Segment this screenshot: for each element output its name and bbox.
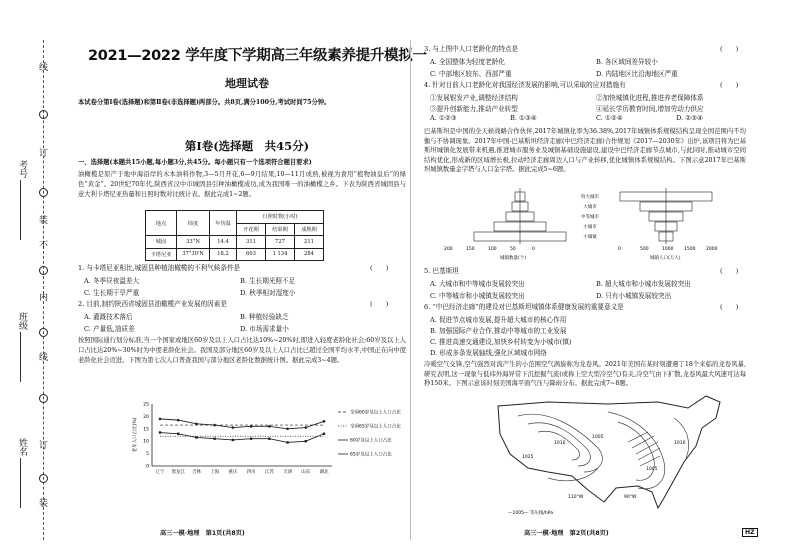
pyramid-level-label: 小城镇 xyxy=(583,235,597,240)
data-point xyxy=(286,441,288,443)
q4-option-c[interactable]: C. ①②④ xyxy=(596,114,623,122)
pyramid-tick: 1000 xyxy=(662,247,674,252)
binding-circle xyxy=(39,188,48,197)
y-tick-label: 25 xyxy=(143,402,149,408)
paper-tag: HZ xyxy=(742,528,758,537)
table-header: 年均温 xyxy=(210,211,237,236)
data-point xyxy=(232,426,235,429)
longitude-label: 110°W xyxy=(568,495,584,500)
table-header: 日照时数(小时) xyxy=(237,211,324,224)
answer-bracket[interactable]: ( ) xyxy=(720,45,739,53)
data-point xyxy=(305,440,307,442)
table-cell: 284 xyxy=(295,248,324,261)
exam-title: 2021—2022 学年度下学期高三年级素养提升模拟一 xyxy=(88,48,427,64)
class-label: 班级 xyxy=(17,312,27,330)
data-point xyxy=(177,419,180,422)
q5-option-b[interactable]: B. 超大城市和小城市发展较突出 xyxy=(596,280,691,288)
table-cell: 727 xyxy=(266,236,295,249)
x-tick-label: 黑龙江 xyxy=(171,470,185,475)
legend-label: 60岁及以上人口占比 xyxy=(350,438,392,444)
pyramid-tick: 0 xyxy=(618,247,621,252)
data-point xyxy=(323,420,326,423)
q2-option-a[interactable]: A. 灌溉技术落后 xyxy=(84,313,133,321)
answer-bracket[interactable]: ( ) xyxy=(720,267,739,275)
q1-option-a[interactable]: A. 冬季昼夜温差大 xyxy=(84,277,140,285)
y-axis-label: 老年人口占比(%) xyxy=(133,417,138,453)
table-header: 地点 xyxy=(146,211,177,236)
passage-1: 油橄榄是原产于地中海沿岸的木本油料作物,3—5月开花,6—9月结果,10—11月成熟,被视为食用“植物油皇后”的绿色“黄金”。20世纪70年代,陕西省汉中市城固县引种油橄榄成功,成为我国唯一的油橄榄之乡。下表为陕西省城固县与意大利卡塔尼亚热量和日照时数对比统计表。据此完成1~2题。 xyxy=(78,171,406,198)
x-tick-label: 四川 xyxy=(246,470,256,475)
binding-label: 线 xyxy=(37,352,47,361)
usa-pressure-map xyxy=(488,388,738,518)
pyramid-level-label: 小城市 xyxy=(583,225,597,230)
q3-option-a[interactable]: A. 全国整体为轻度老龄化 xyxy=(430,58,505,66)
data-point xyxy=(195,436,197,438)
pyramid-tick: 100 xyxy=(488,247,497,252)
q4-item-4: ④延长学历教育时间,增加劳动力供应 xyxy=(596,105,704,113)
name-line[interactable] xyxy=(20,458,21,508)
q4-item-3: ③提升创新能力,推动产业转型 xyxy=(430,105,518,113)
isobar-label: 1025 xyxy=(522,455,534,460)
binding-label: 装 xyxy=(37,498,47,507)
binding-label: 订 xyxy=(37,440,47,449)
x-tick-label: 辽宁 xyxy=(155,470,165,475)
binding-circle xyxy=(39,266,48,275)
q1-option-d[interactable]: D. 秋季相对湿度小 xyxy=(240,289,296,297)
binding-label: 线 xyxy=(37,62,47,71)
name-label: 姓名 xyxy=(17,438,27,456)
pyramid-tick: 0 xyxy=(532,247,535,252)
exam-no-label: 考号 xyxy=(17,160,27,178)
pyramid-level-label: 特大城市 xyxy=(581,195,599,200)
part1-instruction: 一、选择题(本题共15小题,每小题3分,共45分。每小题只有一个选项符合题目要求) xyxy=(78,159,312,166)
longitude-label: 90°W xyxy=(624,495,637,500)
pyramid-tick: 200 xyxy=(444,247,453,252)
q6-option-b[interactable]: B. 加强国际产业合作,推动中等城市的工业发展 xyxy=(430,327,567,335)
q4-item-2: ②加快城镇化进程,推进养老保障体系 xyxy=(596,94,704,102)
pyramid-level-label: 大城市 xyxy=(583,205,597,210)
exam-subtitle: 地理试卷 xyxy=(225,77,269,90)
answer-bracket[interactable]: ( ) xyxy=(720,81,739,89)
legend-label: 全国65岁及以上人口占比 xyxy=(350,424,401,430)
q1-option-b[interactable]: B. 生长期光照不足 xyxy=(240,277,296,285)
q2-stem: 2. 目前,制约陕西省城固县油橄榄产业发展的因素是 xyxy=(78,300,227,308)
table-cell: 603 xyxy=(237,248,266,261)
table-cell: 211 xyxy=(295,236,324,249)
footer-left: 高三一模·地理 第1页(共8页) xyxy=(160,530,245,537)
q1-stem: 1. 与卡塔尼亚相比,城固县种植油橄榄的不利气候条件是 xyxy=(78,264,241,272)
table-cell: 卡塔尼亚 xyxy=(146,248,177,261)
isobars xyxy=(518,412,689,489)
answer-bracket[interactable]: ( ) xyxy=(370,264,389,272)
q5-option-a[interactable]: A. 大城市和中等城市发展较突出 xyxy=(430,280,525,288)
table-cell: 14.4 xyxy=(210,236,237,249)
passage-2: 按照国际通行划分标准,当一个国家或地区60岁及以上人口占比达10%~20%时,即进入轻度老龄化社会;60岁及以上人口占比达20%~30%时为中度老龄化社会。我国及部分地区60岁及以上人口占比已超过全国平均水平,中国正在向中度老龄化社会迈进。下图为第七次人口普查我国与部分地区老龄化数据统计图。据此完成3~4题。 xyxy=(78,337,406,364)
y-tick-label: 10 xyxy=(143,439,149,445)
rain-hatch xyxy=(628,432,660,466)
table-cell: 18.2 xyxy=(210,248,237,261)
answer-bracket[interactable]: ( ) xyxy=(370,300,389,308)
class-line[interactable] xyxy=(20,332,21,382)
pyramid-tick: 2000 xyxy=(706,247,718,252)
table-row xyxy=(146,248,324,261)
data-point xyxy=(323,433,325,435)
pyramid-right-label: 城镇人口(万人) xyxy=(650,256,681,261)
data-point xyxy=(232,439,234,441)
legend-label: 全国60岁及以上人口占比 xyxy=(350,410,401,416)
q3-option-c[interactable]: C. 中部地区较东、西部严重 xyxy=(430,70,512,78)
data-point xyxy=(213,438,215,440)
exam-notice: 本试卷分第Ⅰ卷(选择题)和第Ⅱ卷(非选择题)两部分。共8页,满分100分,考试时间75分钟。 xyxy=(78,99,331,106)
data-point xyxy=(159,431,161,433)
q6-option-c[interactable]: C. 推进高速交通建设,加快乡村转变为小城市(镇) xyxy=(430,338,572,346)
exam-no-line[interactable] xyxy=(20,180,21,240)
x-tick-label: 江苏 xyxy=(264,470,274,475)
table-cell: 37°30′N xyxy=(177,248,210,261)
q6-option-d[interactable]: D. 形成多条发展轴线,强化区域城市网络 xyxy=(430,349,547,357)
x-tick-label: 上海 xyxy=(210,470,220,475)
passage-3: 巴基斯坦是中国的全天候战略合作伙伴,2017年城镇化率为36.38%,2017年城镇体系规模结构呈现全国范围内不均衡与不协调现象。2017年中国-巴基斯坦经济走廊(中巴经济走廊)合作规划《2017—2030年》出炉,该项目将为巴基斯坦城镇化发展带来机遇,推进城市服务业及城镇基础设施建设,建设中巴经济走廊节点城市,与此同时,推动城市空间结构优化,形成新的区域增长极,拉动经济走廊周边人口与产业转移,优化城镇体系规模结构。下图示意2017年巴基斯坦城镇数量金字塔与人口金字塔。据此完成5~6题。 xyxy=(424,128,746,174)
data-point xyxy=(286,428,289,431)
q4-item-1: ①发展银发产业,调整经济结构 xyxy=(430,94,518,102)
binding-label: 装 xyxy=(37,215,47,224)
isobar-label: 1005 xyxy=(592,435,604,440)
usa-outline xyxy=(498,396,720,508)
pyramid-tick: 50 xyxy=(510,247,516,252)
series-line xyxy=(160,433,324,443)
y-tick-label: 5 xyxy=(146,452,149,458)
x-tick-label: 重庆 xyxy=(228,470,238,475)
pyramid-tick: 150 xyxy=(466,247,475,252)
x-tick-label: 山东 xyxy=(301,470,311,475)
binding-circle xyxy=(39,394,48,403)
binding-circle xyxy=(39,474,48,483)
q6-option-a[interactable]: A. 促进节点城市发展,提升超大城市的核心作用 xyxy=(430,316,567,324)
q5-stem: 5. 巴基斯坦 xyxy=(424,267,459,275)
table-header: 纬度 xyxy=(177,211,210,236)
q3-stem: 3. 与上图中人口老龄化的特点是 xyxy=(424,45,519,53)
isobar-label: 1005 xyxy=(646,467,658,472)
table-cell: 城固 xyxy=(146,236,177,249)
binding-label: 内 xyxy=(37,292,47,301)
q2-option-d[interactable]: D. 市场需求量小 xyxy=(240,325,289,333)
binding-circle xyxy=(39,110,48,119)
data-table xyxy=(145,210,324,261)
q2-option-c[interactable]: C. 产量低,油质差 xyxy=(84,325,135,333)
isobar-label: 1010 xyxy=(674,441,686,446)
q4-option-d[interactable]: D. ②③④ xyxy=(676,114,703,122)
passage-4: 冷暖空气交锋,空气强烈对流产生的小范围空气涡旋称为龙卷风。2021年美国在某时刻遭遇了18个来临的龙卷风暴,研究表明,这一现象与低纬外海异常下沉挖掘气流(或称上空大型冷空气)有关,冷空气由下扩散,龙卷风最大风速可达每秒150米。下图示意该时刻美国海平面气压与降雨分布。据此完成7~8题。 xyxy=(424,361,746,388)
series-line xyxy=(160,419,324,429)
answer-bracket[interactable]: ( ) xyxy=(720,303,739,311)
table-cell: 311 xyxy=(237,236,266,249)
x-tick-label: 吉林 xyxy=(191,470,201,475)
y-tick-label: 15 xyxy=(143,427,149,433)
footer-right: 高三一模·地理 第2页(共8页) xyxy=(524,530,609,537)
q4-stem: 4. 针对目前人口老龄化对我国经济发展的影响,可以采取的应对措施有 xyxy=(424,81,626,89)
map-legend: —1005— 等压线/hPa xyxy=(508,511,554,516)
q4-option-b[interactable]: B. ①③④ xyxy=(510,114,537,122)
pyramid-tick: 500 xyxy=(640,247,649,252)
q3-option-b[interactable]: B. 各区域间差异较小 xyxy=(596,58,658,66)
data-point xyxy=(159,418,162,421)
pyramid-level-label: 中等城市 xyxy=(581,215,599,220)
binding-strip xyxy=(0,0,66,554)
binding-label: 订 xyxy=(37,148,47,157)
pyramid-left-label: 城镇数量(个) xyxy=(500,256,527,261)
table-cell: 33°N xyxy=(177,236,210,249)
isobar-label: 1010 xyxy=(554,441,566,446)
q5-option-d[interactable]: D. 只有小城镇发展较突出 xyxy=(596,292,672,300)
binding-circle xyxy=(39,328,48,337)
q6-stem: 6. “中巴经济走廊”的建设对巴基斯坦城镇体系健康发展的重要意义是 xyxy=(424,303,624,311)
city-pyramid-chart xyxy=(440,186,740,264)
data-point xyxy=(250,438,252,440)
q1-option-c[interactable]: C. 生长期干旱严重 xyxy=(84,289,140,297)
x-tick-label: 天津 xyxy=(283,470,293,475)
data-point xyxy=(304,426,307,429)
pyramid-tick: 1500 xyxy=(684,247,696,252)
table-cell: 1 134 xyxy=(266,248,295,261)
q3-option-d[interactable]: D. 内陆地区比沿海地区严重 xyxy=(596,70,678,78)
y-tick-label: 0 xyxy=(146,464,149,470)
x-tick-label: 湖北 xyxy=(319,470,329,475)
data-point xyxy=(268,438,270,440)
binding-label: 不 xyxy=(37,240,47,249)
legend-label: 65岁及以上人口占比 xyxy=(350,452,392,458)
q2-option-b[interactable]: B. 种植经验缺乏 xyxy=(240,313,289,321)
table-row xyxy=(146,236,324,249)
q5-option-c[interactable]: C. 中等城市和小城镇发展较突出 xyxy=(430,292,525,300)
aging-line-chart xyxy=(130,398,406,508)
page-divider xyxy=(410,40,411,540)
table-header: 结果期 xyxy=(266,223,295,236)
data-point xyxy=(177,433,179,435)
table-header: 开花期 xyxy=(237,223,266,236)
part1-title: 第Ⅰ卷(选择题 共45分) xyxy=(184,139,310,153)
q4-option-a[interactable]: A. ①②③ xyxy=(430,114,457,122)
table-header: 成熟期 xyxy=(295,223,324,236)
y-tick-label: 20 xyxy=(143,414,149,420)
